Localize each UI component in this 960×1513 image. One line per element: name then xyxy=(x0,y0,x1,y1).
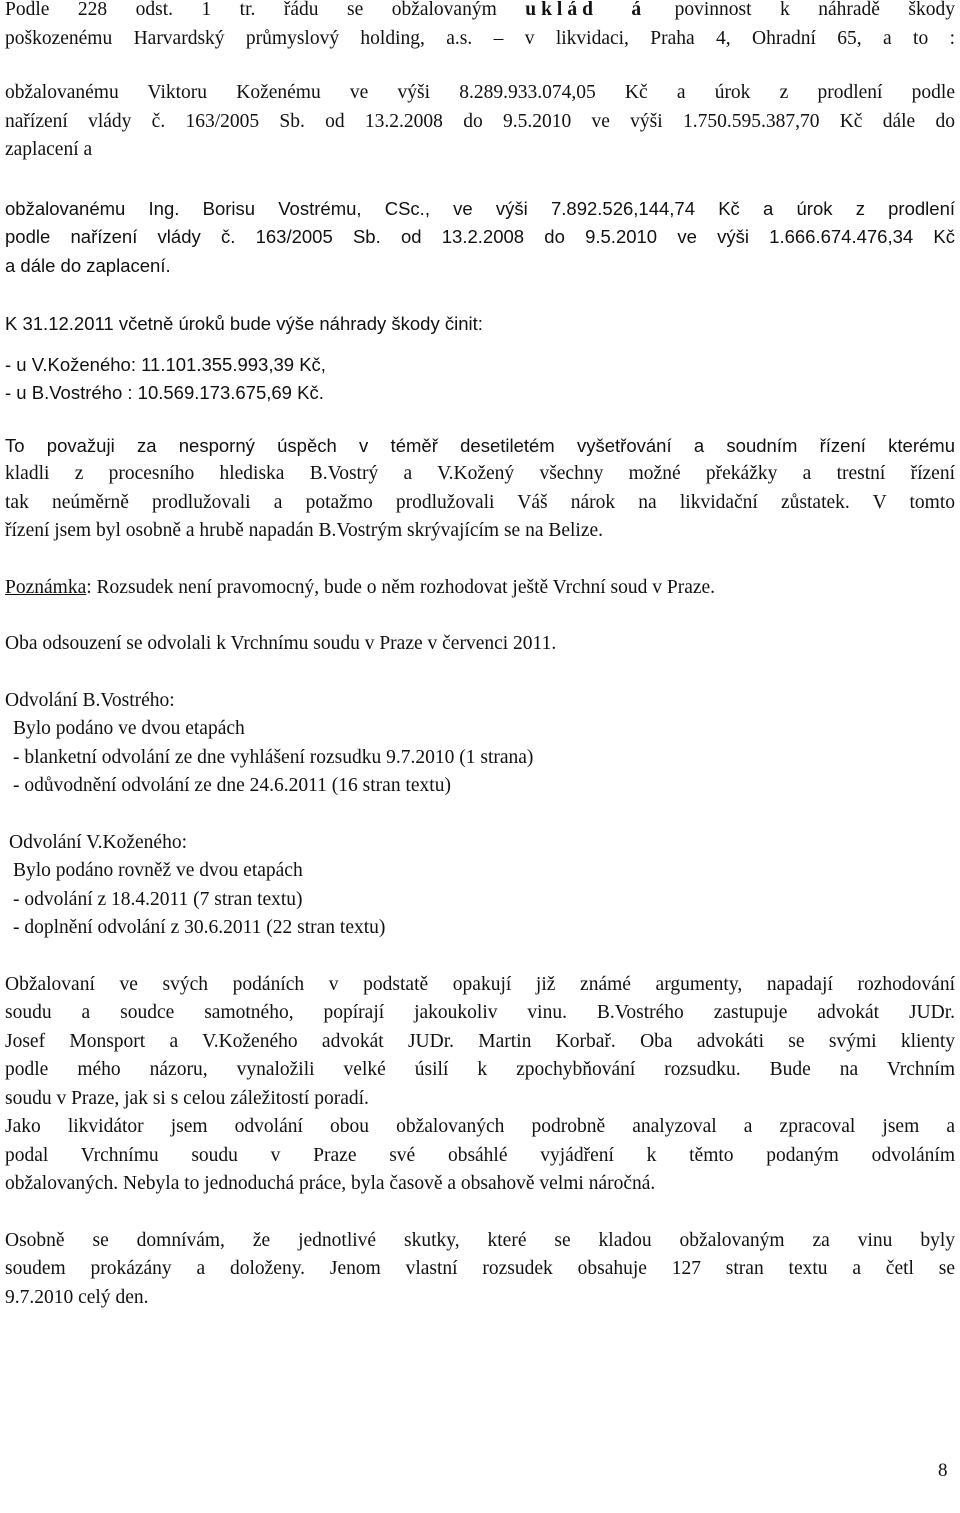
note-text: : Rozsudek není pravomocný, bude o něm rozhodovat ještě Vrchní soud v Praze. xyxy=(86,576,716,598)
appeal-info: Oba odsouzení se odvolali k Vrchnímu soudu v Praze v červenci 2011. xyxy=(5,633,557,654)
appeal-vostry-title: Odvolání B.Vostrého: xyxy=(5,689,175,711)
appeal-vostry-line-1: Bylo podáno ve dvou etapách xyxy=(13,718,245,739)
page-number: 8 xyxy=(938,1460,948,1481)
appeal-vostry-line-3: - odůvodnění odvolání ze dne 24.6.2011 (16 stran textu) xyxy=(13,775,451,796)
kozeny-award-paragraph xyxy=(5,79,955,165)
arguments-line-4: podle mého názoru, vynaložili velké úsilí k zpochybňování rozsudku. Bude na Vrchním xyxy=(5,1059,955,1080)
totals-kozeny: - u V.Koženého: 11.101.355.993,39 Kč, xyxy=(5,353,326,375)
intro-line-2: poškozenému Harvardský průmyslový holding, a.s. – v likvidaci, Praha 4, Ohradní 65, a to : xyxy=(5,27,955,49)
totals-heading: K 31.12.2011 včetně úroků bude výše náhrady škody činit: xyxy=(5,313,483,334)
appeal-kozeny-line-1: Bylo podáno rovněž ve dvou etapách xyxy=(13,860,303,881)
success-line-4: řízení jsem byl osobně a hrubě napadán B.Vostrým skrývajícím se na Belize. xyxy=(5,520,604,541)
appeal-kozeny-line-3: - doplnění odvolání z 30.6.2011 (22 stran textu) xyxy=(13,917,386,938)
arguments-line-1: Obžalovaní ve svých podáních v podstatě opakují již známé argumenty, napadají rozhodování xyxy=(5,973,955,995)
vostry-line-3: a dále do zaplacení. xyxy=(5,254,171,276)
success-line-2: kladli z procesního hlediska B.Vostrý a V.Kožený všechny možné překážky a trestní řízení xyxy=(5,463,955,484)
appeal-kozeny-title: Odvolání V.Koženého: xyxy=(9,831,188,853)
liquidator-paragraph xyxy=(5,1113,955,1199)
document-page xyxy=(5,0,955,1312)
vostry-line-1: obžalovanému Ing. Borisu Vostrému, CSc., ve výši 7.892.526,144,74 Kč a úrok z prodlení xyxy=(5,197,955,219)
success-paragraph xyxy=(5,432,955,546)
opinion-paragraph xyxy=(5,1227,955,1313)
appeal-kozeny-section xyxy=(5,829,955,943)
note-label: Poznámka xyxy=(5,576,87,598)
kozeny-line-1: obžalovanému Viktoru Koženému ve výši 8.289.933.074,05 Kč a úrok z prodlení podle xyxy=(5,82,955,103)
intro-line-1 xyxy=(5,0,955,25)
success-line-3: tak neúměrně prodlužovali a potažmo prodlužovali Váš nárok na likvidační zůstatek. V tomto xyxy=(5,491,955,513)
appeal-kozeny-line-2: - odvolání z 18.4.2011 (7 stran textu) xyxy=(13,888,303,910)
totals-paragraph xyxy=(5,310,955,408)
note-paragraph xyxy=(5,574,955,603)
opinion-line-3: 9.7.2010 celý den. xyxy=(5,1286,149,1308)
vostry-line-2: podle nařízení vlády č. 163/2005 Sb. od 13.2.2008 do 9.5.2010 ve výši 1.666.674.476,34 Kč xyxy=(5,226,955,247)
success-line-1: To považuji za nesporný úspěch v téměř desetiletém vyšetřování a soudním řízení kterému xyxy=(5,434,955,456)
arguments-line-2: soudu a soudce samotného, popírají jakoukoliv vinu. B.Vostrého zastupuje advokát JUDr. xyxy=(5,1002,955,1023)
totals-vostry: - u B.Vostrého : 10.569.173.675,69 Kč. xyxy=(5,382,324,403)
arguments-paragraph xyxy=(5,971,955,1114)
liquidator-line-3: obžalovaných. Nebyla to jednoduchá práce, byla časově a obsahově velmi náročná. xyxy=(5,1173,656,1194)
kozeny-line-2: nařízení vlády č. 163/2005 Sb. od 13.2.2008 do 9.5.2010 ve výši 1.750.595.387,70 Kč dále do xyxy=(5,110,955,132)
intro-text-a: Podle 228 odst. 1 tr. řádu se obžalovaným xyxy=(5,0,526,20)
appeal-vostry-line-2: - blanketní odvolání ze dne vyhlášení rozsudku 9.7.2010 (1 strana) xyxy=(13,746,534,768)
kozeny-line-3: zaplacení a xyxy=(5,139,93,160)
opinion-line-2: soudem prokázány a doloženy. Jenom vlastní rozsudek obsahuje 127 stran textu a četl se xyxy=(5,1258,955,1279)
arguments-line-5: soudu v Praze, jak si s celou záležitostí poradí. xyxy=(5,1087,369,1109)
liquidator-line-1: Jako likvidátor jsem odvolání obou obžalovaných podrobně analyzoval a zpracoval jsem a xyxy=(5,1116,955,1137)
intro-text-b: povinnost k náhradě škody xyxy=(646,0,956,20)
appeal-vostry-section xyxy=(5,687,955,801)
opinion-line-1: Osobně se domnívám, že jednotlivé skutky, které se kladou obžalovaným za vinu byly xyxy=(5,1229,955,1251)
spaced-verb: uklád á xyxy=(525,0,647,20)
arguments-line-3: Josef Monsport a V.Koženého advokát JUDr. Martin Korbař. Oba advokáti se svými klienty xyxy=(5,1030,955,1052)
liquidator-line-2: podal Vrchnímu soudu v Praze své obsáhlé vyjádření k těmto podaným odvoláním xyxy=(5,1144,955,1166)
vostry-award-paragraph xyxy=(5,195,955,281)
